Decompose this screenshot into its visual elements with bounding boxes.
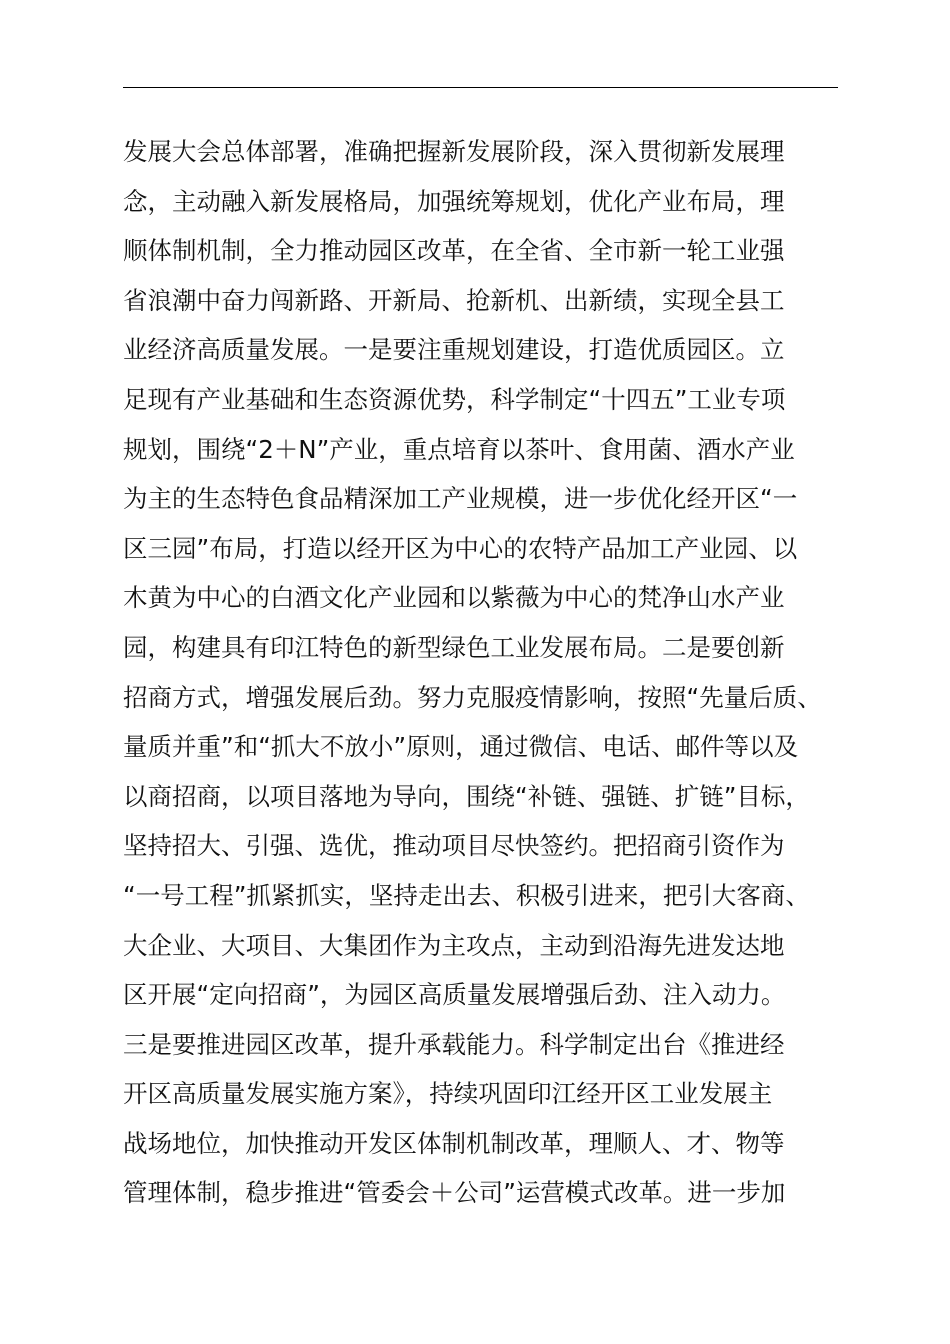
text-line: 战场地位，加快推动开发区体制机制改革，理顺人、才、物等 bbox=[123, 1128, 785, 1158]
text-line: 足现有产业基础和生态资源优势，科学制定“十四五”工业专项 bbox=[123, 384, 786, 414]
text-line: 开区高质量发展实施方案》，持续巩固印江经开区工业发展主 bbox=[123, 1079, 773, 1109]
text-line: 坚持招大、引强、选优，推动项目尽快签约。把招商引资作为 bbox=[123, 831, 785, 861]
text-line: 木黄为中心的白酒文化产业园和以紫薇为中心的梵净山水产业 bbox=[123, 583, 785, 613]
text-line: 区开展“定向招商”，为园区高质量发展增强后劲、注入动力。 bbox=[123, 980, 786, 1010]
text-line: 管理体制，稳步推进“管委会＋公司”运营模式改革。进一步加 bbox=[123, 1178, 786, 1208]
body-text bbox=[123, 127, 863, 1218]
text-line: 顺体制机制，全力推动园区改革，在全省、全市新一轮工业强 bbox=[123, 236, 785, 266]
text-line: 园，构建具有印江特色的新型绿色工业发展布局。二是要创新 bbox=[123, 632, 785, 662]
text-line: 以商招商，以项目落地为导向，围绕“补链、强链、扩链”目标， bbox=[123, 781, 810, 811]
text-line: 念，主动融入新发展格局，加强统筹规划，优化产业布局，理 bbox=[123, 186, 785, 216]
text-line: 三是要推进园区改革，提升承载能力。科学制定出台《推进经 bbox=[123, 1029, 785, 1059]
text-line: 为主的生态特色食品精深加工产业规模，进一步优化经开区“一 bbox=[123, 484, 798, 514]
text-line: 规划，围绕“2＋N”产业，重点培育以茶叶、食用菌、酒水产业 bbox=[123, 434, 795, 464]
text-line: 省浪潮中奋力闯新路、开新局、抢新机、出新绩，实现全县工 bbox=[123, 285, 785, 315]
text-line: 发展大会总体部署，准确把握新发展阶段，深入贯彻新发展理 bbox=[123, 137, 785, 166]
text-line: “一号工程”抓紧抓实，坚持走出去、积极引进来，把引大客商、 bbox=[123, 880, 810, 910]
header-rule bbox=[123, 87, 838, 88]
text-line: 量质并重”和“抓大不放小”原则，通过微信、电话、邮件等以及 bbox=[123, 732, 799, 762]
text-line: 业经济高质量发展。一是要注重规划建设，打造优质园区。立 bbox=[123, 335, 785, 365]
text-line: 区三园”布局，打造以经开区为中心的农特产品加工产业园、以 bbox=[123, 533, 798, 563]
text-line: 招商方式，增强发展后劲。努力克服疫情影响，按照“先量后质、 bbox=[123, 682, 822, 712]
text-line: 大企业、大项目、大集团作为主攻点，主动到沿海先进发达地 bbox=[123, 930, 785, 960]
